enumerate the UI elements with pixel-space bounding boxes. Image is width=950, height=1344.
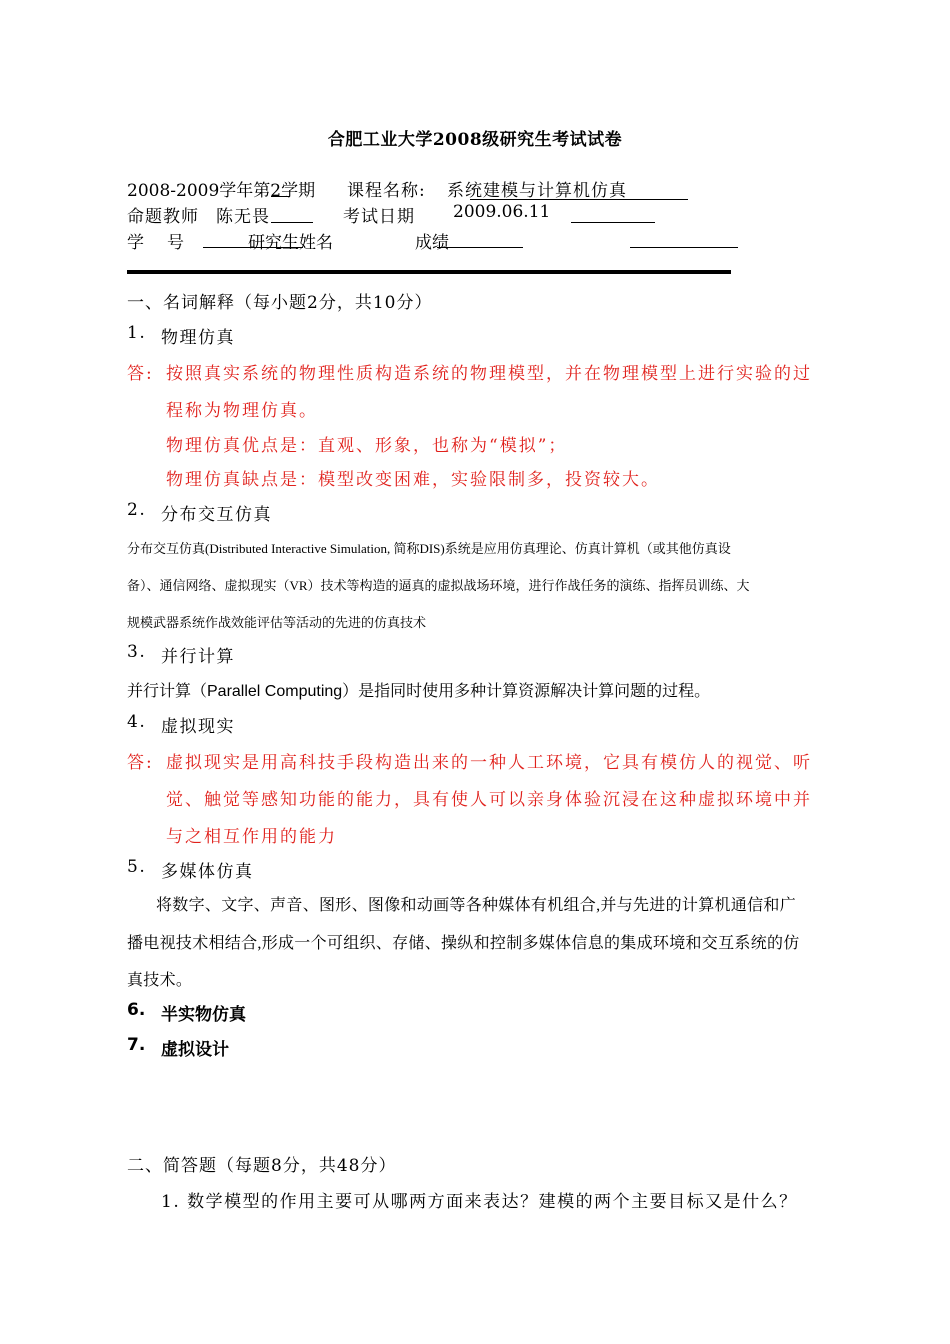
semester-underline xyxy=(271,196,289,197)
item-7-term: 虚拟设计 xyxy=(161,1040,229,1060)
exam-date-underline xyxy=(571,222,655,223)
student-name-underline xyxy=(437,247,523,248)
item-6-term: 半实物仿真 xyxy=(161,1005,246,1025)
answer-1-line4: 物理仿真缺点是：模型改变困难，实验限制多，投资较大。 xyxy=(166,470,660,490)
score-label: 成绩 xyxy=(415,233,449,253)
answer-1-prefix: 答: xyxy=(127,364,154,384)
answer-5-line2: 播电视技术相结合,形成一个可组织、存储、操纵和控制多媒体信息的集成环境和交互系统的仿 xyxy=(127,935,800,952)
item-4-number: 4. xyxy=(127,712,147,732)
course-name: 系统建模与计算机仿真 xyxy=(447,181,627,201)
item-3-number: 3. xyxy=(127,642,147,662)
answer-4-line2: 觉、触觉等感知功能的能力，具有使人可以亲身体验沉浸在这种虚拟环境中并 xyxy=(166,790,812,810)
teacher-label: 命题教师 xyxy=(127,207,199,227)
answer-4-prefix: 答: xyxy=(127,753,154,773)
answer-4-line1: 虚拟现实是用高科技手段构造出来的一种人工环境，它具有模仿人的视觉、听 xyxy=(166,753,812,773)
item-1-number: 1. xyxy=(127,323,147,343)
student-id-label: 学 号 xyxy=(127,233,187,253)
answer-2-line3: 规模武器系统作战效能评估等活动的先进的仿真技术 xyxy=(127,615,427,630)
section2-heading: 二、简答题（每题8分，共48分） xyxy=(127,1156,397,1176)
item-7-number: 7. xyxy=(127,1035,146,1055)
score-underline xyxy=(630,247,738,248)
course-label: 课程名称: xyxy=(347,181,426,201)
item-5-number: 5. xyxy=(127,857,147,877)
item-2-term: 分布交互仿真 xyxy=(161,505,272,525)
answer-1-line1: 按照真实系统的物理性质构造系统的物理模型，并在物理模型上进行实验的过 xyxy=(166,364,812,384)
question-1: 1. 数学模型的作用主要可从哪两方面来表达？建模的两个主要目标又是什么？ xyxy=(161,1192,798,1212)
student-name-label: 研究生姓名 xyxy=(248,233,333,253)
answer-1-line3: 物理仿真优点是：直观、形象，也称为“模拟”； xyxy=(166,436,568,456)
item-5-term: 多媒体仿真 xyxy=(161,862,254,882)
item-1-term: 物理仿真 xyxy=(161,328,235,348)
answer-4-line3: 与之相互作用的能力 xyxy=(166,827,337,847)
answer-3-line1: 并行计算（Parallel Computing）是指同时使用多种计算资源解决计算问题的过程。 xyxy=(127,683,711,700)
answer-1-line2: 程称为物理仿真。 xyxy=(166,401,318,421)
item-4-term: 虚拟现实 xyxy=(161,717,235,737)
item-6-number: 6. xyxy=(127,1000,146,1020)
course-underline xyxy=(470,199,688,200)
semester-text: 2008-2009学年第2学期 xyxy=(127,181,316,201)
teacher-name: 陈无畏 xyxy=(216,207,270,227)
exam-title: 合肥工业大学2008级研究生考试试卷 xyxy=(327,130,623,150)
item-2-number: 2. xyxy=(127,500,147,520)
exam-date: 2009.06.11 xyxy=(453,202,551,222)
answer-5-line1: 将数字、文字、声音、图形、图像和动画等各种媒体有机组合,并与先进的计算机通信和广 xyxy=(156,897,797,914)
exam-date-label: 考试日期 xyxy=(343,207,415,227)
teacher-underline xyxy=(271,222,313,223)
section1-heading: 一、名词解释（每小题2分，共10分） xyxy=(127,293,433,313)
header-divider xyxy=(127,270,731,274)
answer-5-line3: 真技术。 xyxy=(127,972,193,989)
item-3-term: 并行计算 xyxy=(161,647,235,667)
answer-2-line2: 备）、通信网络、虚拟现实（VR）技术等构造的逼真的虚拟战场环境，进行作战任务的演练、指挥员训练、大 xyxy=(127,578,750,593)
answer-2-line1: 分布交互仿真(Distributed Interactive Simulation, 简称DIS)系统是应用仿真理论、仿真计算机（或其他仿真设 xyxy=(127,541,731,556)
